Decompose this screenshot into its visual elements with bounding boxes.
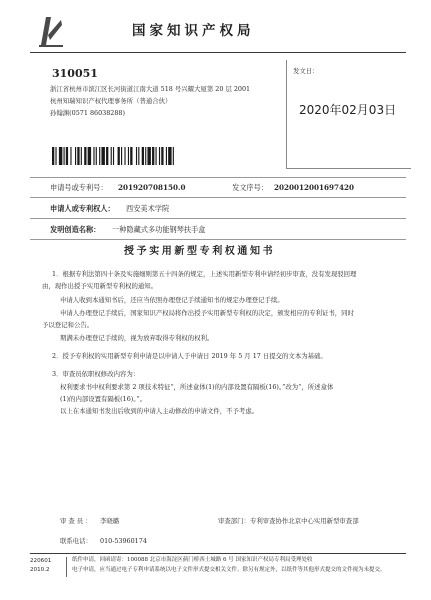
form-divider — [66, 557, 67, 577]
agent-contact: 孙翰渊(0571 86038288) — [50, 109, 125, 117]
application-number: 201920708150.0 — [118, 183, 186, 192]
examiner-name: 李晓璐 — [100, 517, 120, 525]
applicant-name: 西安美术学院 — [126, 204, 170, 213]
notice-paragraph-3: 以上在本通知书发出后收到的申请人主动修改的申请文件，不予考虑。 — [60, 407, 259, 415]
field-divider — [30, 177, 406, 178]
footer-rule — [30, 553, 406, 554]
phone-number: 010-53960174 — [100, 537, 147, 545]
office-logo — [34, 12, 66, 52]
field-divider — [30, 197, 406, 198]
form-date: 2010.2 — [30, 567, 50, 573]
application-number-label: 申请号或专利号： — [50, 183, 108, 192]
serial-number-label: 发文序号： — [232, 183, 268, 192]
notice-paragraph-1: 期满未办理登记手续的，视为放弃取得专利权的权利。 — [60, 334, 214, 342]
phone-label: 联系电话： — [60, 537, 92, 545]
field-divider — [30, 218, 406, 219]
barcode — [52, 147, 230, 165]
applicant-label: 申请人或专利权人： — [50, 204, 115, 213]
notice-heading: 授予实用新型专利权通知书 — [124, 246, 276, 257]
invention-title-label: 发明创造名称： — [50, 225, 101, 234]
agency-name: 杭州知瑞知识产权代理事务所（普通合伙） — [50, 97, 172, 105]
invention-title: 一种隐藏式多功能钢琴扶手盒 — [112, 225, 206, 234]
notice-paragraph-2: 2．授予专利权的实用新型专利申请是以申请人于申请日 2019 年 5 月 17 日提交的文本为基础。 — [52, 352, 327, 360]
electronic-filing-note: 电子申请，应当通过电子专利申请系统以电子文件形式提交相关文件。除另有规定外，以纸件等其他形式提交的文件视为未提交。 — [72, 567, 386, 573]
notice-paragraph-1: 予以登记和公告。 — [42, 321, 94, 329]
form-code: 220601 — [30, 558, 52, 564]
examiner-label: 审查员： — [60, 517, 94, 525]
serial-number: 2020012001697420 — [274, 183, 355, 192]
issue-date: 2020年02月03日 — [299, 103, 397, 117]
examination-department: 审查部门：专利审查协作北京中心实用新型审查部 — [218, 517, 359, 525]
notice-paragraph-1: 申请人收到本通知书后，还应当依照办理登记手续通知书的规定办理登记手续。 — [60, 296, 284, 304]
issue-date-box — [286, 60, 411, 169]
notice-paragraph-3: 权利要求书中权利要求第 2 项技术特征“，所述盒体(1)的内部设置有隔板(16)。”改为“，所述盒体 — [60, 383, 334, 391]
issue-date-label: 发文日： — [293, 67, 319, 75]
notice-paragraph-1: 1．根据专利法第四十条及实施细则第五十四条的规定，上述实用新型专利申请经初步审查，没有发现驳回理 — [52, 270, 357, 278]
postcode: 310051 — [52, 67, 98, 80]
notice-paragraph-1: 由，现作出授予实用新型专利权的通知。 — [42, 282, 158, 290]
notice-paragraph-1: 申请人办理登记手续后，国家知识产权局将作出授予实用新型专利权的决定，颁发相应的专利证书，同时 — [60, 309, 354, 317]
notice-paragraph-3: (1)的内部设置有隔板(16)。”。 — [60, 395, 147, 403]
office-name: 国家知识产权局 — [132, 23, 255, 39]
field-divider — [30, 239, 406, 240]
recipient-address: 浙江省杭州市滨江区长河街道江南大道 518 号兴耀大厦第 20 层 2001 — [50, 85, 251, 93]
mailing-address-note: 纸件申请，回函请寄：100088 北京市海淀区蓟门桥西土城路 6 号 国家知识产权局专利局受理处收 — [72, 557, 313, 563]
notice-paragraph-3-heading: 3．审查员依职权修改内容为： — [52, 370, 140, 378]
header-rule — [30, 52, 406, 53]
